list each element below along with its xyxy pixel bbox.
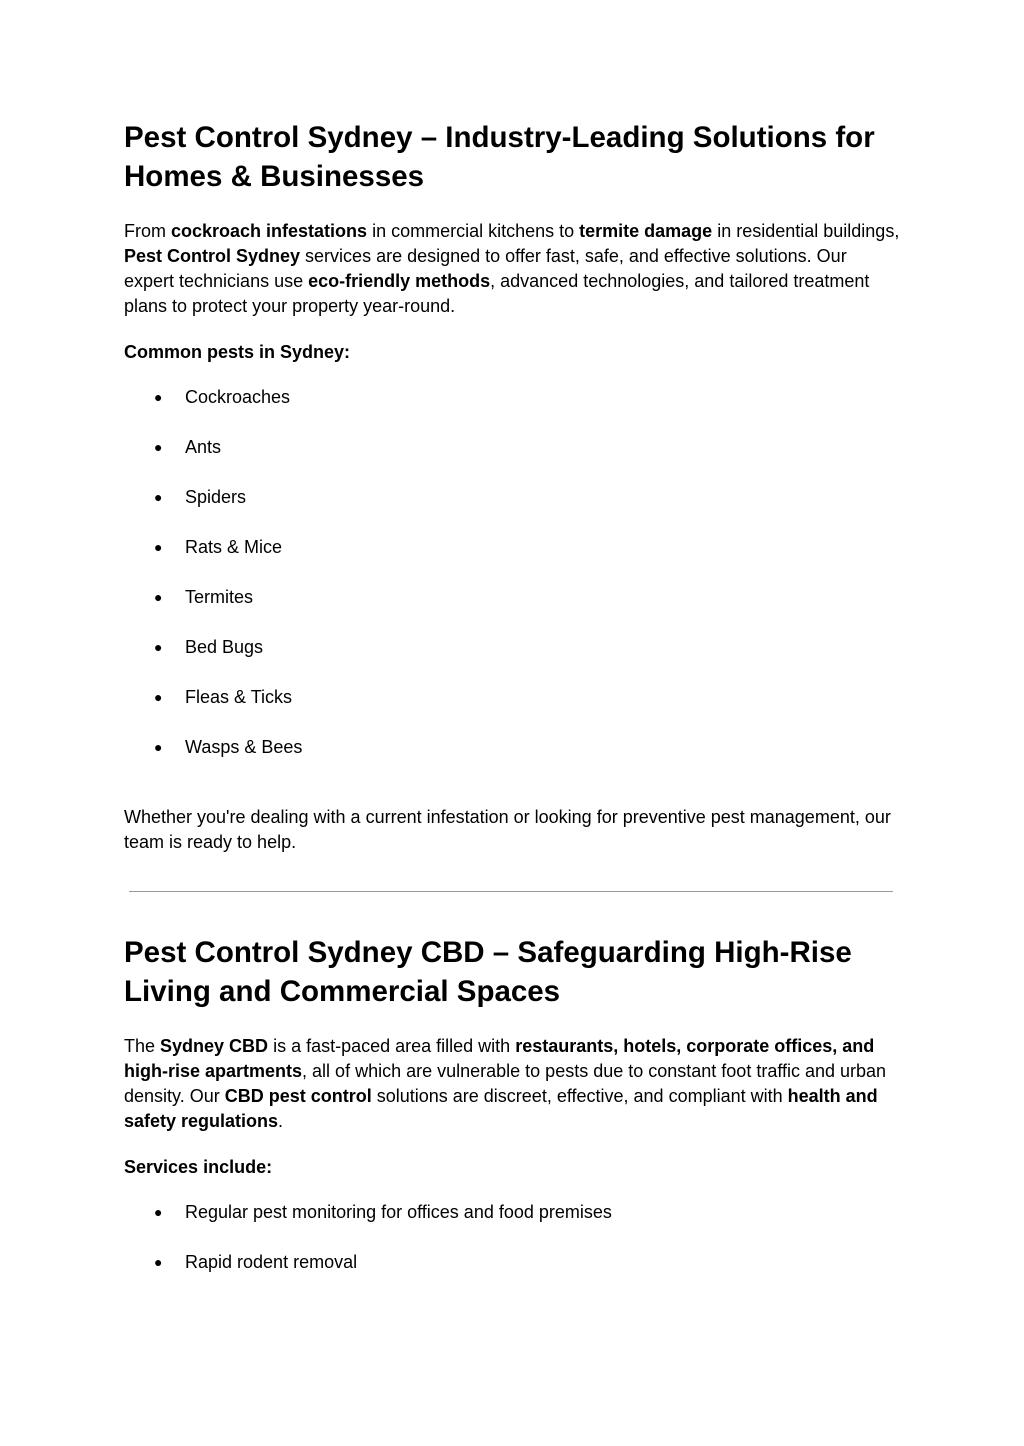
intro-bold: Sydney CBD	[160, 1036, 269, 1056]
list-item-label: Spiders	[185, 487, 247, 507]
pests-list-heading	[124, 340, 900, 365]
list-item	[124, 635, 900, 660]
list-item-label: Termites	[185, 587, 254, 607]
intro-bold: health and safety regulations	[124, 1086, 878, 1131]
list-item	[124, 435, 900, 460]
list-item-label: Wasps & Bees	[185, 737, 303, 757]
list-item	[124, 1200, 900, 1225]
list-item-label: Regular pest monitoring for offices and food premises	[185, 1202, 612, 1222]
list-item	[124, 685, 900, 710]
intro-text: , advanced technologies, and tailored treatment plans to protect your property year-round.	[124, 271, 870, 316]
intro-text: is a fast-paced area filled with	[268, 1036, 516, 1056]
bullet-icon: ●	[154, 639, 163, 655]
list-item-label: Rats & Mice	[185, 537, 283, 557]
bullet-icon: ●	[154, 689, 163, 705]
intro-text: solutions are discreet, effective, and compliant with	[371, 1086, 788, 1106]
section1-closing: Whether you're dealing with a current infestation or looking for preventive pest management, our team is ready to help.	[124, 807, 891, 852]
section1-title: Pest Control Sydney – Industry-Leading Solutions for Homes & Businesses	[124, 121, 875, 193]
services-list-heading	[124, 1155, 900, 1180]
intro-bold: cockroach infestations	[171, 221, 368, 241]
section1-intro	[124, 219, 900, 319]
list-item	[124, 485, 900, 510]
list-item	[124, 735, 900, 760]
intro-text: in residential buildings,	[712, 221, 900, 241]
list-item-label: Fleas & Ticks	[185, 687, 293, 707]
section2-intro	[124, 1034, 900, 1134]
intro-bold: termite damage	[579, 221, 713, 241]
intro-text: The	[124, 1036, 161, 1056]
bullet-icon: ●	[154, 539, 163, 555]
services-list-heading-text: Services include:	[124, 1157, 273, 1177]
list-item	[124, 585, 900, 610]
section2-title: Pest Control Sydney CBD – Safeguarding High-Rise Living and Commercial Spaces	[124, 936, 852, 1008]
intro-bold: CBD pest control	[224, 1086, 372, 1106]
intro-bold: eco-friendly methods	[308, 271, 491, 291]
pests-list	[124, 385, 900, 760]
list-item-label: Cockroaches	[185, 387, 291, 407]
list-item	[124, 535, 900, 560]
bullet-icon: ●	[154, 1254, 163, 1270]
list-item-label: Ants	[185, 437, 222, 457]
intro-text: in commercial kitchens to	[367, 221, 580, 241]
list-item	[124, 1250, 900, 1275]
bullet-icon: ●	[154, 389, 163, 405]
intro-bold: Pest Control Sydney	[124, 246, 301, 266]
list-item-label: Rapid rodent removal	[185, 1252, 358, 1272]
section-divider	[129, 891, 893, 892]
bullet-icon: ●	[154, 739, 163, 755]
bullet-icon: ●	[154, 439, 163, 455]
services-list	[124, 1200, 900, 1275]
bullet-icon: ●	[154, 589, 163, 605]
intro-text: , all of which are vulnerable to pests due to constant foot traffic and urban density. Our	[124, 1061, 887, 1106]
intro-bold: restaurants, hotels, corporate offices, and high-rise apartments	[124, 1036, 875, 1081]
intro-text: From	[124, 221, 171, 241]
list-item	[124, 385, 900, 410]
bullet-icon: ●	[154, 489, 163, 505]
bullet-icon: ●	[154, 1204, 163, 1220]
intro-text: .	[278, 1111, 284, 1131]
list-item-label: Bed Bugs	[185, 637, 264, 657]
intro-text: services are designed to offer fast, safe, and effective solutions. Our expert technicians use	[124, 246, 847, 291]
document-page	[124, 118, 900, 1275]
pests-list-heading-text: Common pests in Sydney:	[124, 342, 351, 362]
